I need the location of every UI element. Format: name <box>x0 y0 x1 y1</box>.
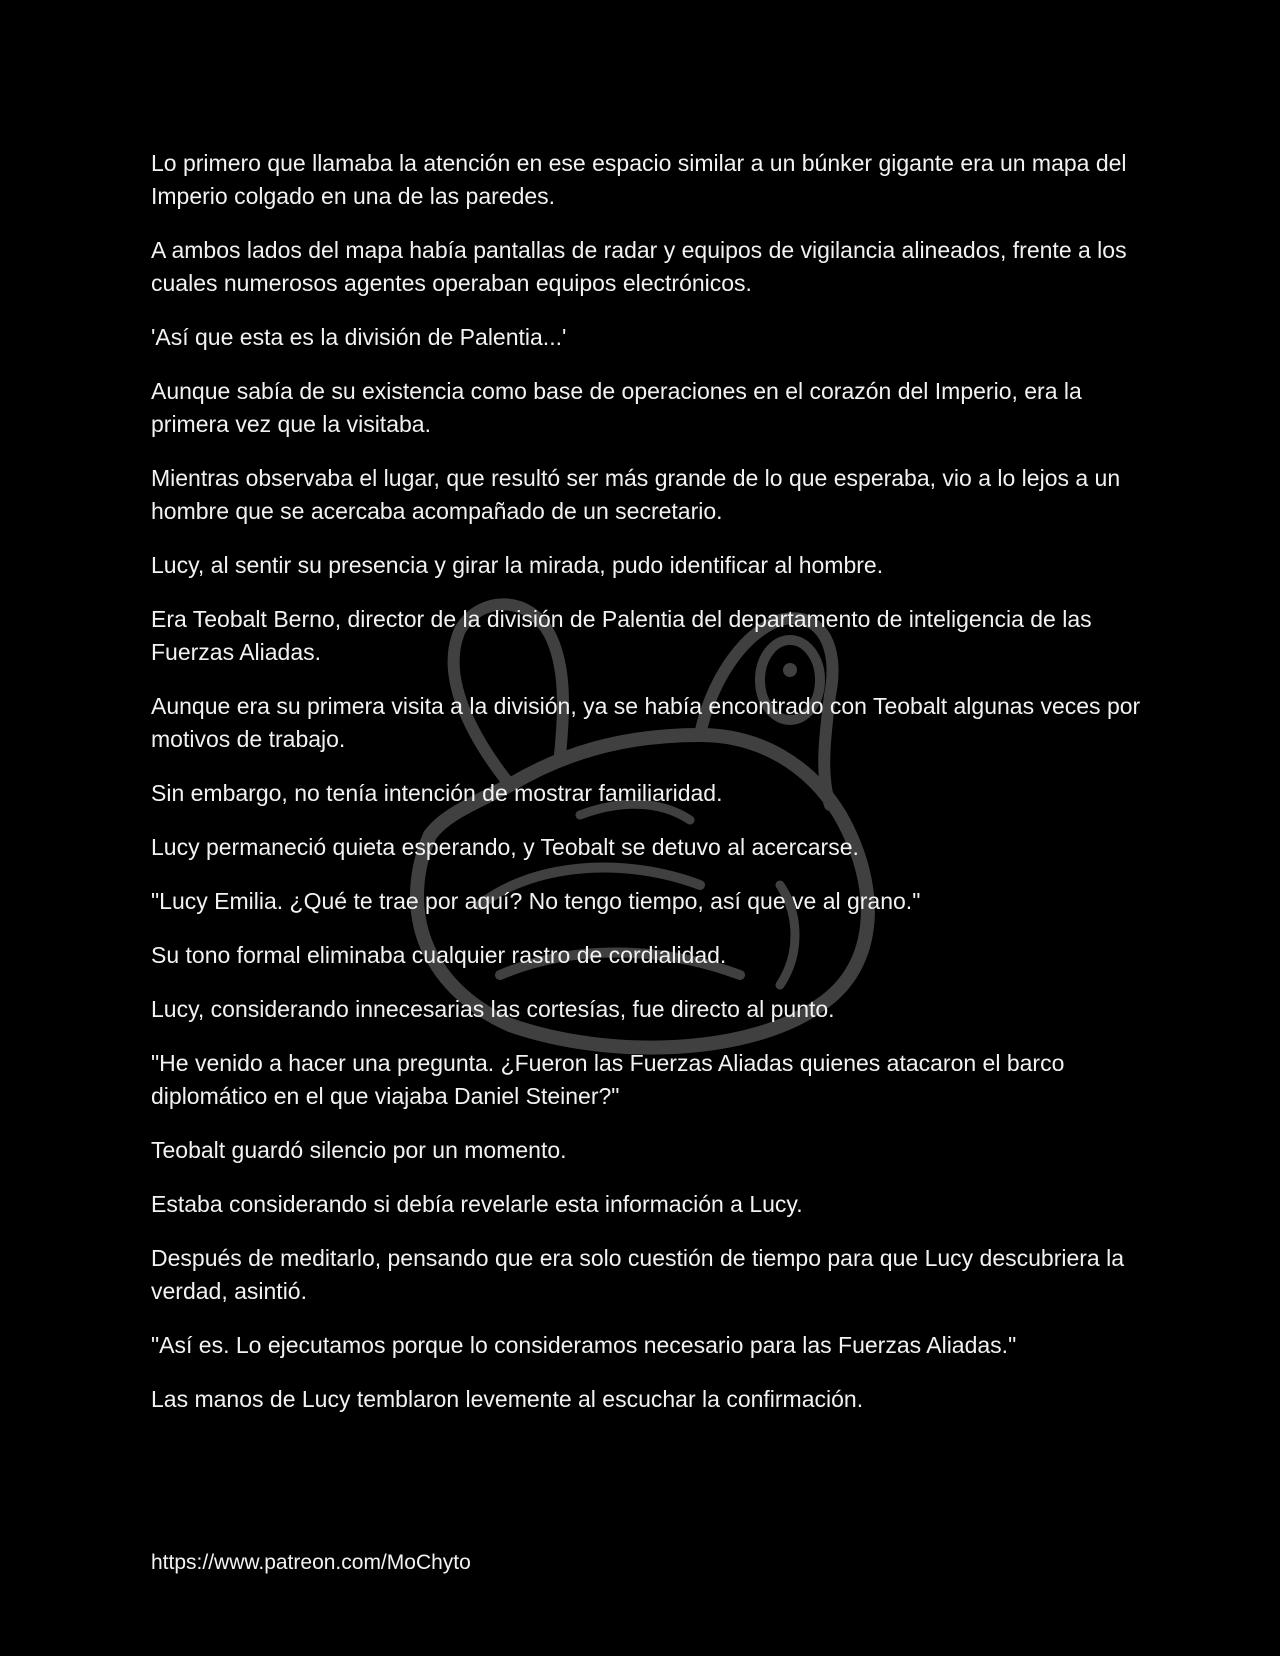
paragraph: Lucy, considerando innecesarias las cortesías, fue directo al punto. <box>151 996 835 1022</box>
paragraph: "He venido a hacer una pregunta. ¿Fueron las Fuerzas Aliadas quienes atacaron el barco diplomático en el que viajaba Daniel Steiner?" <box>151 1050 1065 1109</box>
paragraph: Lo primero que llamaba la atención en ese espacio similar a un búnker gigante era un mapa del Imperio colgado en una de las paredes. <box>151 150 1127 209</box>
paragraph: A ambos lados del mapa había pantallas de radar y equipos de vigilancia alineados, frente a los cuales numerosos agentes operaban equipos electrónicos. <box>151 237 1127 296</box>
paragraph: Estaba considerando si debía revelarle esta información a Lucy. <box>151 1191 803 1217</box>
paragraph: Mientras observaba el lugar, que resultó ser más grande de lo que esperaba, vio a lo lejos a un hombre que se acercaba acompañado de un secretario. <box>151 465 1121 524</box>
paragraph: Aunque sabía de su existencia como base de operaciones en el corazón del Imperio, era la primera vez que la visitaba. <box>151 378 1082 437</box>
paragraph: Lucy permaneció quieta esperando, y Teobalt se detuvo al acercarse. <box>151 834 859 860</box>
paragraph: Sin embargo, no tenía intención de mostrar familiaridad. <box>151 780 723 806</box>
paragraph: Teobalt guardó silencio por un momento. <box>151 1137 567 1163</box>
paragraph: Lucy, al sentir su presencia y girar la mirada, pudo identificar al hombre. <box>151 552 884 578</box>
paragraph: Su tono formal eliminaba cualquier rastro de cordialidad. <box>151 942 727 968</box>
patreon-link[interactable]: https://www.patreon.com/MoChyto <box>151 1551 471 1574</box>
paragraph: Después de meditarlo, pensando que era solo cuestión de tiempo para que Lucy descubriera la verdad, asintió. <box>151 1245 1125 1304</box>
paragraph: Aunque era su primera visita a la división, ya se había encontrado con Teobalt algunas veces por motivos de trabajo. <box>151 693 1141 752</box>
paragraph: 'Así que esta es la división de Palentia...' <box>151 324 567 350</box>
paragraph: Era Teobalt Berno, director de la división de Palentia del departamento de inteligencia de las Fuerzas Aliadas. <box>151 606 1092 665</box>
paragraph: "Lucy Emilia. ¿Qué te trae por aquí? No tengo tiempo, así que ve al grano." <box>151 888 921 914</box>
paragraph: Las manos de Lucy temblaron levemente al escuchar la confirmación. <box>151 1386 864 1412</box>
paragraph: "Así es. Lo ejecutamos porque lo consideramos necesario para las Fuerzas Aliadas." <box>151 1332 1017 1358</box>
story-text <box>151 147 1141 1437</box>
